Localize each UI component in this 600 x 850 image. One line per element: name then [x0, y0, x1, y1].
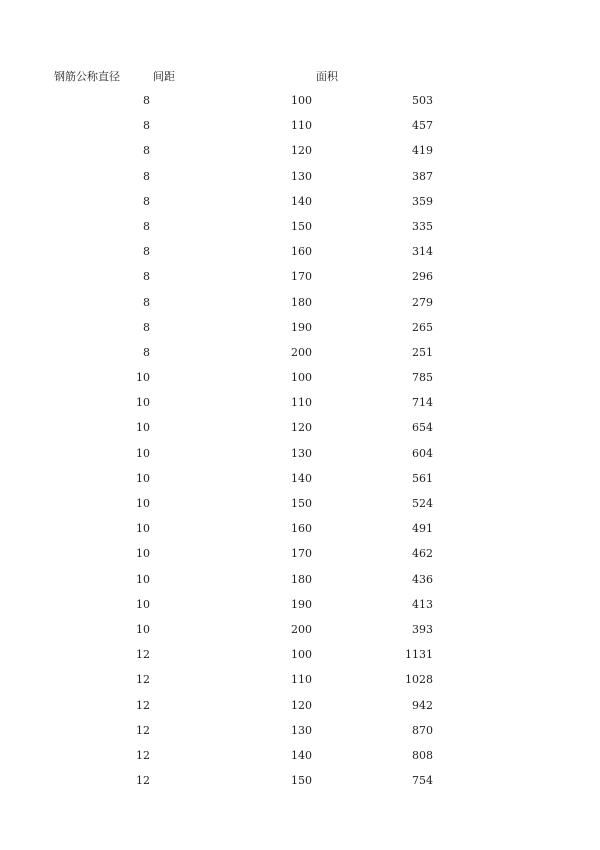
cell-diameter: 10 [136, 371, 150, 385]
cell-spacing: 120 [291, 421, 312, 435]
cell-diameter: 8 [143, 295, 150, 309]
cell-spacing: 140 [291, 471, 312, 485]
table-row [0, 396, 600, 421]
cell-diameter: 12 [136, 748, 150, 762]
cell-spacing: 130 [291, 723, 312, 737]
cell-spacing: 100 [291, 371, 312, 385]
cell-spacing: 150 [291, 219, 312, 233]
cell-area: 359 [412, 194, 433, 208]
cell-area: 436 [412, 572, 433, 586]
table-row [0, 447, 600, 472]
cell-spacing: 180 [291, 295, 312, 309]
cell-diameter: 8 [143, 270, 150, 284]
cell-area: 335 [412, 219, 433, 233]
cell-area: 561 [412, 471, 433, 485]
cell-spacing: 120 [291, 144, 312, 158]
cell-diameter: 8 [143, 245, 150, 259]
table-header-row [0, 68, 600, 84]
cell-diameter: 12 [136, 673, 150, 687]
cell-spacing: 130 [291, 446, 312, 460]
cell-area: 808 [412, 748, 433, 762]
cell-diameter: 10 [136, 446, 150, 460]
table-row [0, 321, 600, 346]
table-row [0, 623, 600, 648]
cell-diameter: 10 [136, 497, 150, 510]
cell-spacing: 150 [291, 497, 312, 510]
cell-diameter: 10 [136, 547, 150, 561]
cell-diameter: 8 [143, 194, 150, 208]
header-rebar-diameter: 钢筋公称直径 [54, 70, 120, 83]
cell-diameter: 8 [143, 144, 150, 158]
header-area: 面积 [316, 70, 338, 83]
cell-area: 419 [412, 144, 433, 158]
cell-diameter: 8 [143, 94, 150, 107]
cell-spacing: 160 [291, 245, 312, 259]
header-spacing: 间距 [153, 70, 175, 83]
cell-spacing: 130 [291, 169, 312, 183]
cell-spacing: 110 [291, 673, 312, 687]
cell-spacing: 180 [291, 572, 312, 586]
cell-spacing: 170 [291, 270, 312, 284]
table-row [0, 699, 600, 724]
cell-area: 491 [412, 522, 433, 536]
table-row [0, 119, 600, 144]
cell-area: 393 [412, 622, 433, 636]
cell-spacing: 140 [291, 748, 312, 762]
cell-area: 654 [412, 421, 433, 435]
cell-area: 1028 [405, 673, 433, 687]
table-row [0, 94, 600, 119]
table-row [0, 497, 600, 522]
cell-diameter: 8 [143, 169, 150, 183]
cell-area: 942 [412, 698, 433, 712]
cell-area: 714 [412, 396, 433, 410]
table-row [0, 170, 600, 195]
cell-spacing: 190 [291, 320, 312, 334]
table-row [0, 220, 600, 245]
table-row [0, 346, 600, 371]
table-row [0, 573, 600, 598]
cell-diameter: 12 [136, 774, 150, 788]
cell-spacing: 170 [291, 547, 312, 561]
cell-area: 503 [412, 94, 433, 107]
cell-spacing: 160 [291, 522, 312, 536]
table-body [0, 94, 600, 799]
table-row [0, 522, 600, 547]
table-row [0, 245, 600, 270]
table-row [0, 774, 600, 799]
table-row [0, 144, 600, 169]
table-row [0, 371, 600, 396]
table-row [0, 749, 600, 774]
cell-diameter: 10 [136, 471, 150, 485]
cell-spacing: 100 [291, 94, 312, 107]
cell-diameter: 8 [143, 320, 150, 334]
table-row [0, 270, 600, 295]
table-row [0, 648, 600, 673]
cell-area: 524 [412, 497, 433, 510]
cell-diameter: 12 [136, 723, 150, 737]
cell-spacing: 120 [291, 698, 312, 712]
cell-diameter: 10 [136, 622, 150, 636]
cell-area: 785 [412, 371, 433, 385]
cell-area: 387 [412, 169, 433, 183]
table-row [0, 296, 600, 321]
cell-spacing: 200 [291, 622, 312, 636]
cell-diameter: 8 [143, 345, 150, 359]
cell-spacing: 100 [291, 648, 312, 662]
table-row [0, 472, 600, 497]
cell-area: 457 [412, 119, 433, 133]
table-row [0, 547, 600, 572]
cell-spacing: 200 [291, 345, 312, 359]
cell-area: 1131 [405, 648, 433, 662]
cell-area: 604 [412, 446, 433, 460]
table-row [0, 673, 600, 698]
cell-area: 754 [412, 774, 433, 788]
table-row [0, 421, 600, 446]
cell-spacing: 190 [291, 597, 312, 611]
cell-diameter: 12 [136, 648, 150, 662]
cell-area: 251 [412, 345, 433, 359]
cell-diameter: 10 [136, 597, 150, 611]
cell-area: 279 [412, 295, 433, 309]
table-row [0, 724, 600, 749]
cell-diameter: 8 [143, 219, 150, 233]
cell-area: 314 [412, 245, 433, 259]
cell-diameter: 8 [143, 119, 150, 133]
table-row [0, 195, 600, 220]
cell-area: 462 [412, 547, 433, 561]
cell-area: 265 [412, 320, 433, 334]
cell-diameter: 10 [136, 421, 150, 435]
cell-diameter: 10 [136, 572, 150, 586]
cell-area: 870 [412, 723, 433, 737]
cell-spacing: 150 [291, 774, 312, 788]
cell-diameter: 12 [136, 698, 150, 712]
table-row [0, 598, 600, 623]
cell-area: 296 [412, 270, 433, 284]
cell-diameter: 10 [136, 522, 150, 536]
cell-diameter: 10 [136, 396, 150, 410]
cell-spacing: 110 [291, 119, 312, 133]
cell-spacing: 110 [291, 396, 312, 410]
cell-spacing: 140 [291, 194, 312, 208]
cell-area: 413 [412, 597, 433, 611]
